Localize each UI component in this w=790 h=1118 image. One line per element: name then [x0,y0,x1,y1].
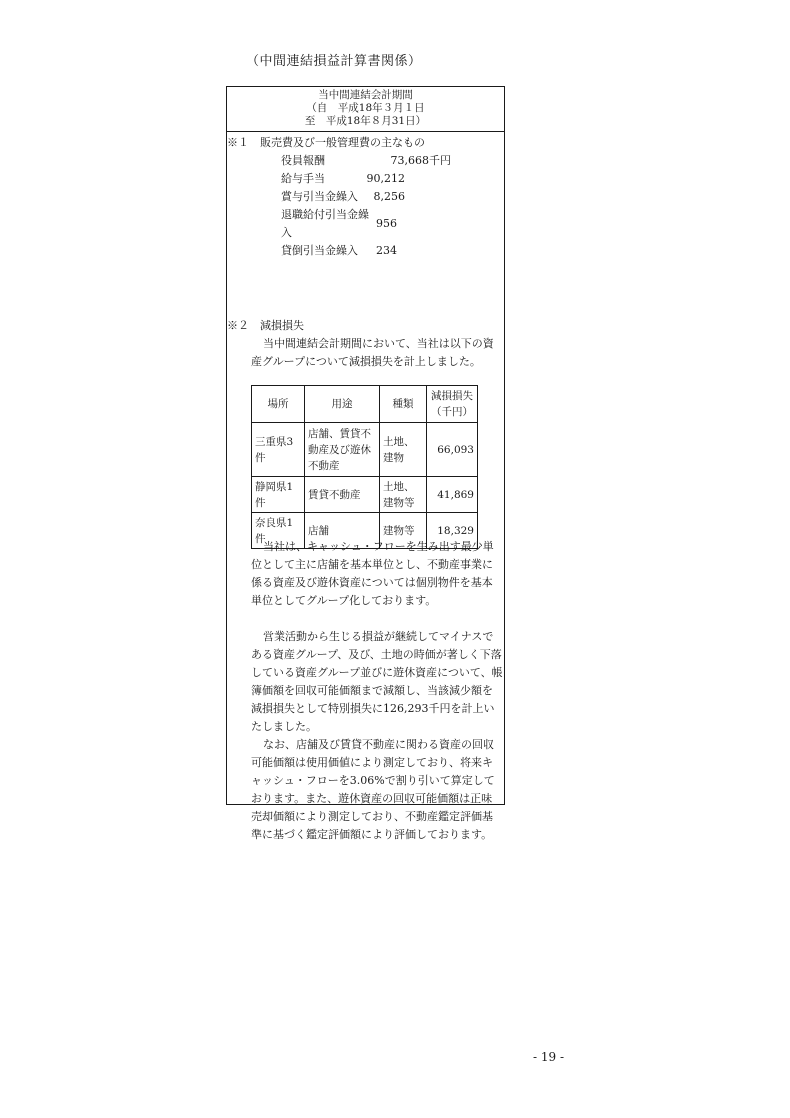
expense-value: 90,212 [366,172,405,185]
impairment-table [251,385,478,549]
expense-value: 234 [376,244,397,257]
expense-value: 8,256 [373,190,405,203]
impairment-para-amount: 営業活動から生じる損益が継続してマイナスである資産グループ、及び、土地の時価が著しく下落している資産グループ並びに遊休資産について、帳簿価額を回収可能価額まで減額し、当該減少額を減損損失として特別損失に126,293千円を計上いたしました。 [251,630,503,733]
note2-heading: ※２ 減損損失 [227,319,304,332]
col-header-type: 種類 [380,386,427,423]
expense-value: 956 [376,217,397,230]
expense-value: 73,668千円 [390,154,451,167]
table-row [252,423,478,477]
impairment-intro: 当中間連結会計期間において、当社は以下の資産グループについて減損損失を計上しました。 [251,337,494,368]
col-header-use: 用途 [305,386,380,423]
expense-label: 役員報酬 [281,154,325,167]
expense-row [281,188,451,206]
notes-table [226,86,505,841]
table-row [252,477,478,513]
period-from: （自 平成18年３月１日 [306,102,425,114]
cell-use: 賃貸不動産 [305,477,380,513]
section-title: （中間連結損益計算書関係） [246,54,422,69]
cell-place: 三重県3件 [252,423,305,477]
cell-type: 土地、建物 [380,423,427,477]
expense-row [281,170,451,188]
expense-row [281,152,451,170]
expense-label: 退職給付引当金繰入 [281,208,369,239]
period-header [227,87,504,132]
expense-label: 給与手当 [281,172,325,185]
impairment-para-recoverable: なお、店舗及び賃貸不動産に関わる資産の回収可能価額は使用価値により測定しており、将来キャッシュ・フローを3.06%で割り引いて算定しております。また、遊休資産の回収可能価額は正味売却価額により測定しており、不動産鑑定評価基準に基づく鑑定評価額により評価しております。 [251,738,495,841]
period-to: 至 平成18年８月31日） [304,115,427,127]
note1-heading: ※１ 販売費及び一般管理費の主なもの [227,136,425,149]
cell-loss: 18,329 [427,513,478,549]
cell-place: 静岡県1件 [252,477,305,513]
cell-place: 奈良県1件 [252,513,305,549]
expense-row [281,206,451,242]
page-number: - 19 - [533,1050,565,1064]
cell-use: 店舗 [305,513,380,549]
cell-type: 土地、建物等 [380,477,427,513]
cell-use: 店舗、賃貸不動産及び遊休不動産 [305,423,380,477]
table-header-row [252,386,478,423]
col-header-place: 場所 [252,386,305,423]
expense-row [281,242,451,260]
cell-loss: 66,093 [427,423,478,477]
cell-loss: 41,869 [427,477,478,513]
impairment-para-grouping: 当社は、キャッシュ・フローを生み出す最少単位として主に店舗を基本単位とし、不動産事業に係る資産及び遊休資産については個別物件を基本単位としてグループ化しております。 [251,540,494,607]
cell-type: 建物等 [380,513,427,549]
col-header-loss: 減損損失（千円） [427,386,478,423]
period-title: 当中間連結会計期間 [318,89,413,101]
expense-label: 貸倒引当金繰入 [281,244,358,257]
expense-label: 賞与引当金繰入 [281,190,358,203]
